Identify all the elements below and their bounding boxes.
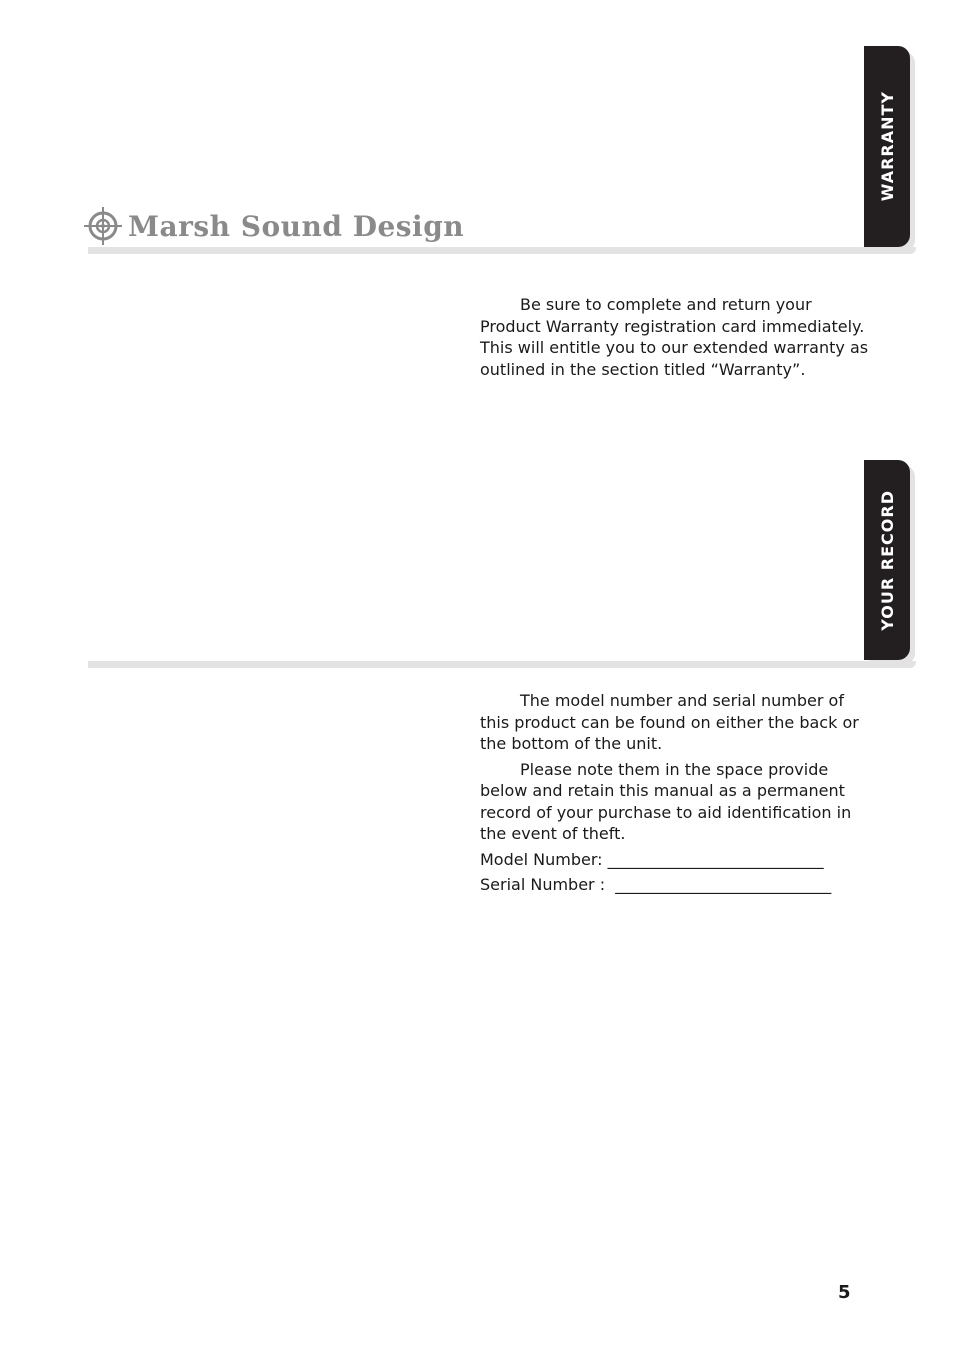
- tab-warranty-label: WARRANTY: [877, 91, 897, 202]
- record-paragraph-2: Please note them in the space provide below and retain this manual as a permanent record of your purchase to aid identification in the event of theft.: [480, 759, 852, 843]
- model-number-field: Model Number: ___________________________: [480, 849, 824, 869]
- section-divider-warranty: [88, 247, 916, 254]
- tab-your-record-label: YOUR RECORD: [877, 489, 897, 631]
- tab-warranty: [864, 46, 910, 247]
- warranty-text: [480, 294, 870, 384]
- tab-your-record: [864, 460, 910, 660]
- serial-number-field: Serial Number : ___________________________: [480, 875, 832, 894]
- target-crosshair-icon: [84, 207, 122, 245]
- section-divider-record: [88, 661, 916, 668]
- brand-name: Marsh Sound Design: [128, 209, 465, 243]
- warranty-paragraph: Be sure to complete and return your Product Warranty registration card immediately. This will entitle you to our extended warranty as outlined in the section titled “Warranty”.: [480, 295, 869, 379]
- record-text: [480, 690, 870, 900]
- page-number: 5: [838, 1282, 851, 1303]
- record-paragraph-1: The model number and serial number of this product can be found on either the back or the bottom of the unit.: [480, 691, 859, 753]
- brand-logo: [84, 206, 464, 246]
